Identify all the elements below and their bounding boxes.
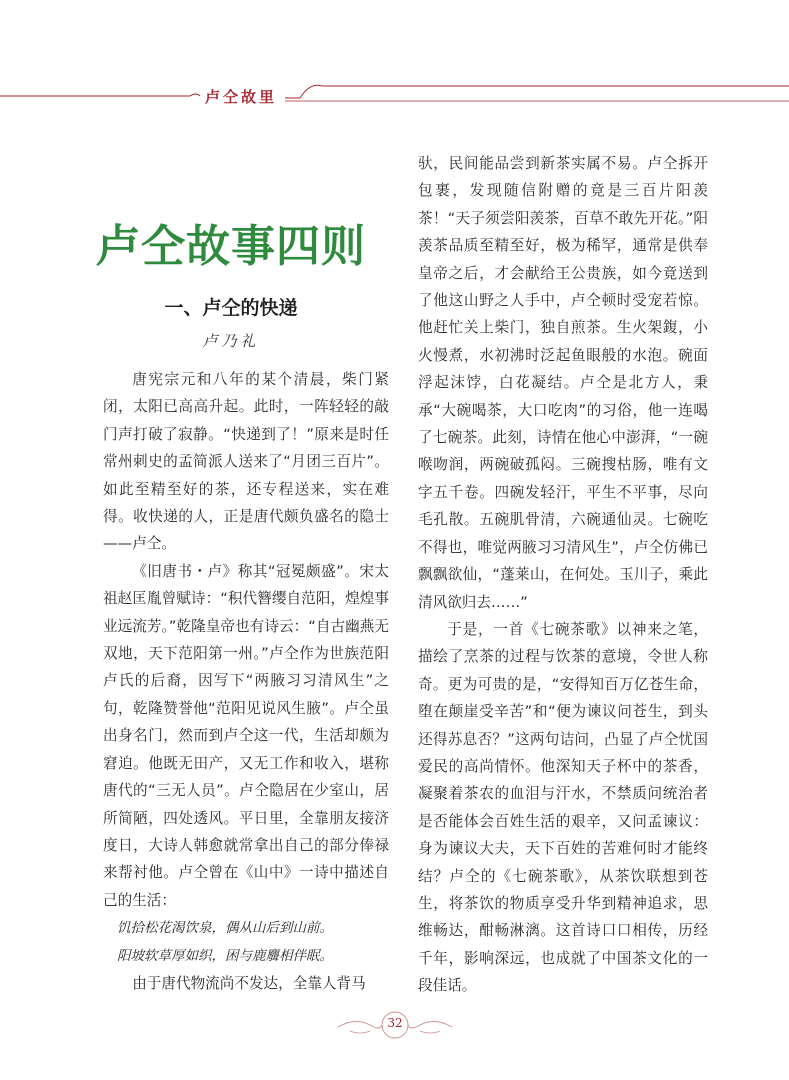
page-number: 32: [387, 1016, 403, 1030]
paragraph: 由于唐代物流尚不发达，全靠人背马: [132, 975, 366, 993]
paragraph: 《旧唐书・卢》称其“冠冕颇盛”。宋太祖赵匡胤曾赋诗：“积代簪缨自范阳，煌煌事业远流芳。”乾隆皇帝也有诗云：“自古幽燕无双地，天下范阳第一州。”卢仝作为世族范阳卢氏的后裔，因写下“两腋习习清风生”之句，乾隆赞誉他“范阳见说风生腋”。卢仝虽出身名门，然而到卢仝这一代，生活却颇为窘迫。他既无田产，又无工作和收入，堪称唐代的“三无人员”。卢仝隐居在少室山，居所简陋，四处透风。平日里，全靠朋友接济度日，大诗人韩愈就常拿出自己的部分俸禄来帮衬他。卢仝曾在《山中》一诗中描述自己的生活：: [103, 562, 389, 909]
author-name: 卢乃礼: [202, 332, 260, 350]
poem-line: 阳坡软草厚如织，困与鹿麛相伴眠。: [117, 948, 333, 965]
section-label: 卢仝故里: [204, 88, 277, 106]
page-title: 卢仝故事四则: [96, 221, 366, 272]
header-ornament-rule: [0, 68, 789, 128]
paragraph: 于是，一首《七碗茶歌》以神来之笔，描绘了烹茶的过程与饮茶的意境，令世人称奇。更为可贵的是，“安得知百万亿苍生命，堕在颠崖受辛苦”和“便为谏议问苍生，到头还得苏息否？”这两句诘问，凸显了卢仝忧国爱民的高尚情怀。他深知天子杯中的茶香，凝聚着茶农的血泪与汗水，不禁质问统治者是否能体会百姓生活的艰辛，又问孟谏议：身为谏议大夫，天下百姓的苦难何时才能终结？卢仝的《七碗茶歌》，从茶饮联想到苍生，将茶饮的物质享受升华到精神追求，思维畅达，酣畅淋漓。这首诗口口相传，历经千年，影响深远，也成就了中国茶文化的一段佳话。: [418, 620, 708, 995]
poem-line: 饥拾松花渴饮泉，偶从山后到山前。: [117, 920, 333, 937]
paragraph: 驮，民间能品尝到新茶实属不易。卢仝拆开包裹，发现随信附赠的竟是三百片阳羡茶！“天子须尝阳羡茶，百草不敢先开花。”阳羡茶品质至精至好，极为稀罕，通常是供奉皇帝之后，才会献给王公贵族，如今竟送到了他这山野之人手中，卢仝顿时受宠若惊。他赶忙关上柴门，独自煎茶。生火架鍑，小火慢煮，水初沸时泛起鱼眼般的水泡。碗面浮起沫饽，白花凝结。卢仝是北方人，秉承“大碗喝茶，大口吃肉”的习俗，他一连喝了七碗茶。此刻，诗情在他心中澎湃，“一碗喉吻润，两碗破孤闷。三碗搜枯肠，唯有文字五千卷。四碗发轻汗，平生不平事，尽向毛孔散。五碗肌骨清，六碗通仙灵。七碗吃不得也，唯觉两腋习习清风生”，卢仝仿佛已飘飘欲仙，“蓬莱山，在何处。玉川子，乘此清风欲归去……”: [418, 155, 708, 611]
right-column: [418, 150, 708, 1000]
article-subtitle: 一、卢仝的快递: [164, 297, 298, 319]
paragraph: 唐宪宗元和八年的某个清晨，柴门紧闭，太阳已高高升起。此时，一阵轻轻的敲门声打破了寂静。“快递到了！”原来是时任常州刺史的孟简派人送来了“月团三百片”。如此至精至好的茶，还专程送来，实在难得。收快递的人，正是唐代颇负盛名的隐士——卢仝。: [103, 371, 389, 553]
left-column: [103, 366, 389, 998]
